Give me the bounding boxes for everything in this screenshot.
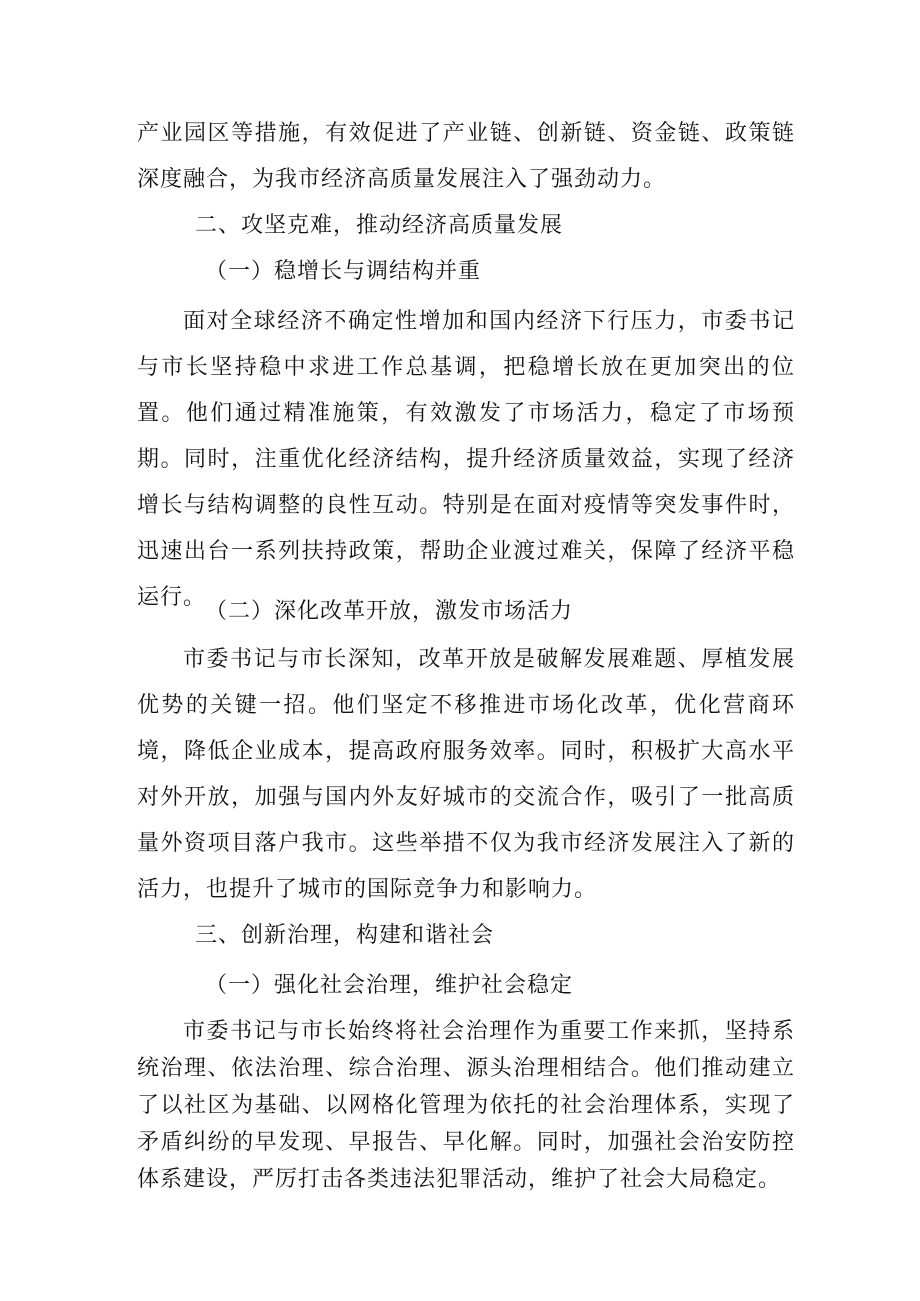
section-heading-3: 三、创新治理，构建和谐社会 — [195, 923, 495, 948]
paragraph-2-2: 市委书记与市长深知，改革开放是破解发展难题、厚植发展优势的关键一招。他们坚定不移推进市场化改革，优化营商环境，降低企业成本，提高政府服务效率。同时，积极扩大高水平对外开放，加强与国内外友好城市的交流合作，吸引了一批高质量外资项目落户我市。这些举措不仅为我市经济发展注入了新的活力，也提升了城市的国际竞争力和影响力。 — [137, 647, 795, 902]
subsection-heading-3-1: （一）强化社会治理，维护社会稳定 — [205, 973, 574, 998]
subsection-heading-2-2: （二）深化改革开放，激发市场活力 — [205, 599, 574, 624]
paragraph-3-1: 市委书记与市长始终将社会治理作为重要工作来抓，坚持系统治理、依法治理、综合治理、源头治理相结合。他们推动建立了以社区为基础、以网格化管理为依托的社会治理体系，实现了矛盾纠纷的早发现、早报告、早化解。同时，加强社会治安防控体系建设，严厉打击各类违法犯罪活动，维护了社会大局稳定。 — [137, 1019, 795, 1192]
section-heading-2: 二、攻坚克难，推动经济高质量发展 — [195, 213, 564, 238]
paragraph-2-1: 面对全球经济不确定性增加和国内经济下行压力，市委书记与市长坚持稳中求进工作总基调，把稳增长放在更加突出的位置。他们通过精准施策，有效激发了市场活力，稳定了市场预期。同时，注重优化经济结构，提升经济质量效益，实现了经济增长与结构调整的良性互动。特别是在面对疫情等突发事件时，迅速出台一系列扶持政策，帮助企业渡过难关，保障了经济平稳运行。 — [137, 309, 795, 610]
continuation-paragraph: 产业园区等措施，有效促进了产业链、创新链、资金链、政策链深度融合，为我市经济高质量发展注入了强劲动力。 — [137, 121, 795, 192]
subsection-heading-2-1: （一）稳增长与调结构并重 — [205, 259, 482, 284]
